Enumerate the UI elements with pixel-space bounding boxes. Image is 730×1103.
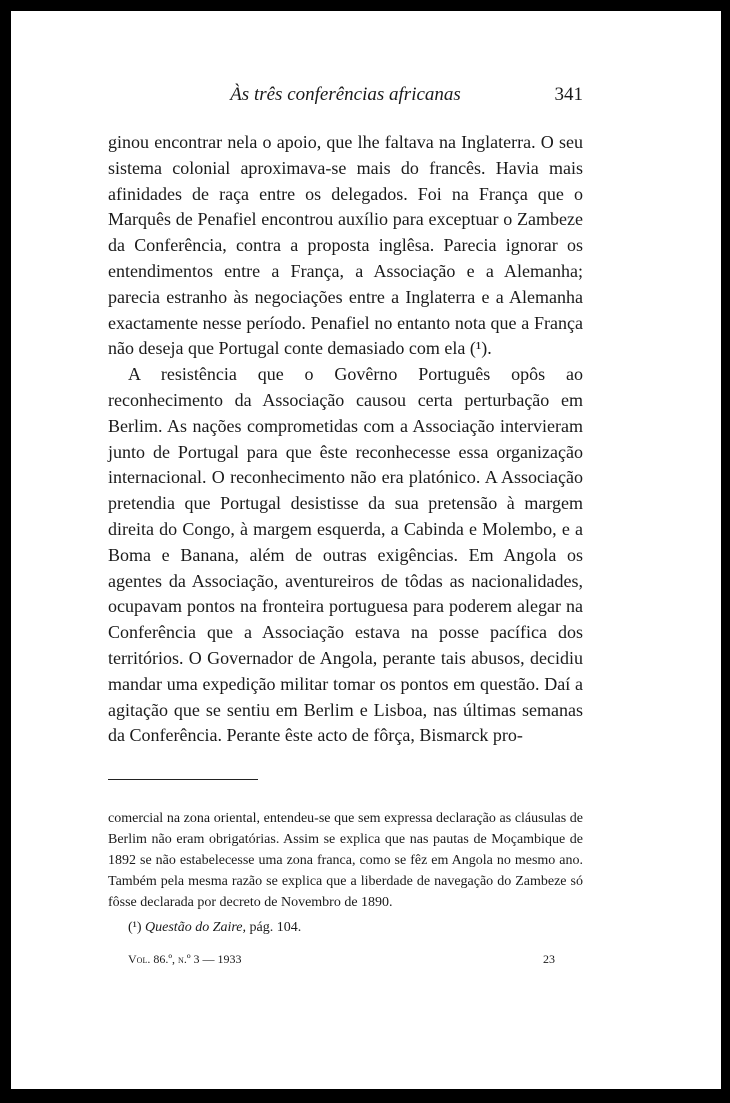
paragraph-2: A resistência que o Govêrno Português opôs ao reconhecimento da Associação causou certa perturbação em Berlim. As nações comprometidas com a Associação intervieram junto de Portugal para que êste reconhecesse essa organização internacional. O reconhecimento não era platónico. A Associação pretendia que Portugal desistisse da sua pretensão à margem direita do Congo, à margem esquerda, a Cabinda e Molembo, e a Boma e Banana, além de outras exigências. Em Angola os agentes da Associação, aventureiros de tôdas as nacionalidades, ocupavam pontos na fronteira portuguesa para poderem alegar na Conferência que a Associação estava na posse pacífica dos territórios. O Governador de Angola, perante tais abusos, decidiu mandar uma expedição militar tomar os pontos em questão. Daí a agitação que se sentiu em Berlim e Lisboa, nas últimas semanas da Conferência. Perante êste acto de fôrça, Bismarck pro- [108,364,583,746]
body-text [108,130,583,749]
footnote-1-source: Questão do Zaire, [145,920,247,935]
footnote-1 [108,917,583,938]
footnote-1-marker: (¹) [128,920,142,935]
footnotes [108,808,583,938]
paragraph-1: ginou encontrar nela o apoio, que lhe faltava na Inglaterra. O seu sistema colonial aproximava-se mais do francês. Havia mais afinidades de raça entre os delegados. Foi na França que o Marquês de Penafiel encontrou auxílio para exceptuar o Zambeze da Conferência, contra a proposta inglêsa. Parecia ignorar os entendimentos entre a França, a Associação e a Alemanha; parecia estranho às negociações entre a Inglaterra e a Alemanha exactamente nesse período. Penafiel no entanto nota que a França não deseja que Portugal conte demasiado com ela (¹). [108,132,583,359]
volume-info: Vol. 86.º, n.º 3 — 1933 [128,952,242,966]
sheet-number: 23 [543,952,555,966]
running-header [108,84,583,112]
page [11,11,721,1089]
footnote-rule [108,779,258,780]
header-title: Às três conferências africanas [230,84,461,105]
footnote-continuation: comercial na zona oriental, entendeu-se que sem expressa declaração as cláusulas de Berlim não eram obrigatórias. Assim se explica que nas pautas de Moçambique de 1892 se não estabelecesse uma zona franca, como se fêz em Angola no mesmo ano. Também pela mesma razão se explica que a liberdade de navegação do Zambeze só fôsse declarada por decreto de Novembro de 1890. [108,811,583,910]
footnote-1-page: pág. 104. [249,920,302,935]
page-number: 341 [554,84,583,105]
